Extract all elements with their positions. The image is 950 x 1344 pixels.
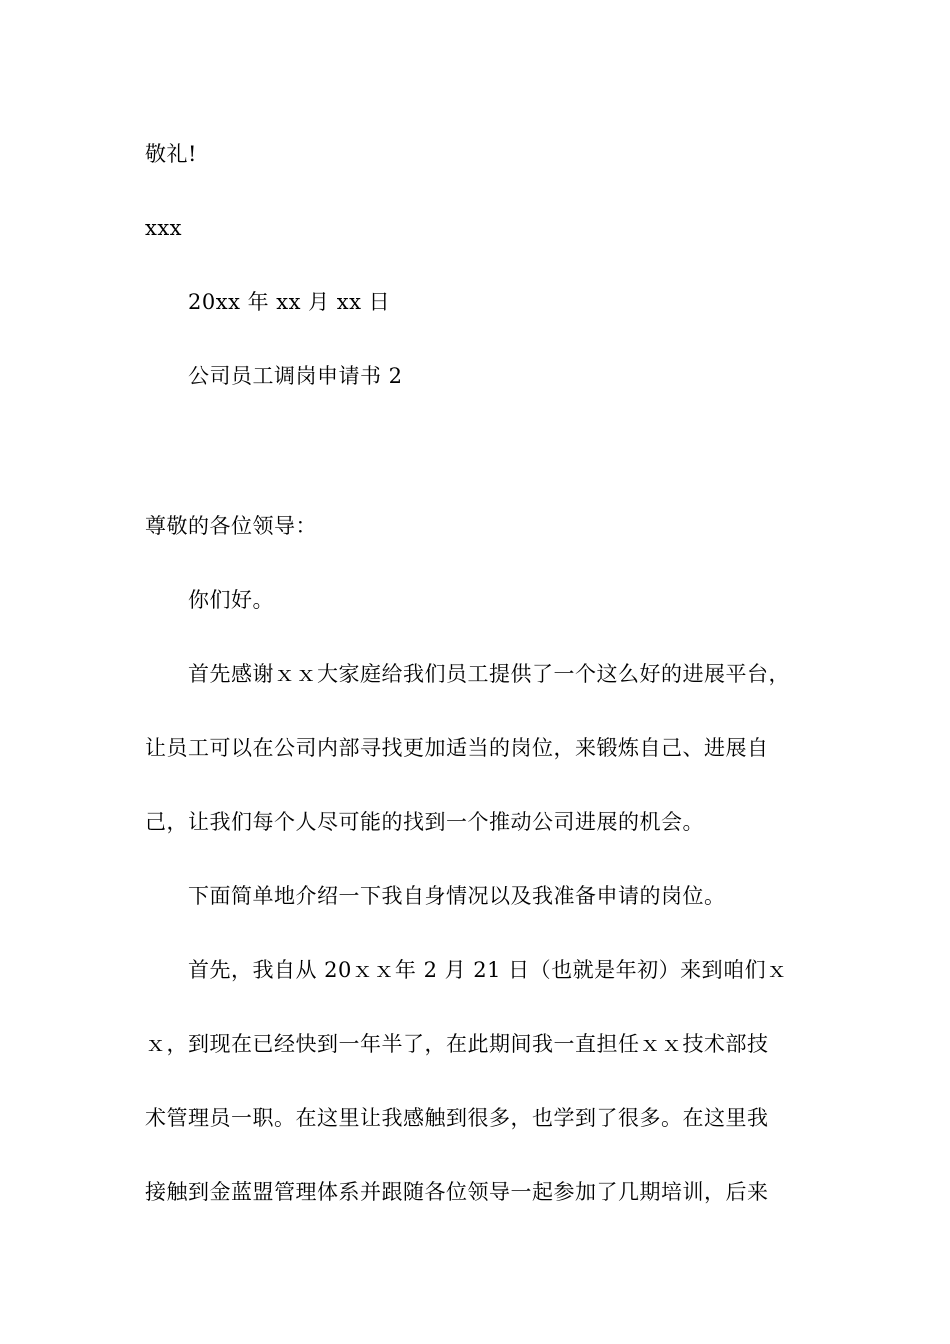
body-line: 下面简单地介绍一下我自身情况以及我准备申请的岗位。 <box>188 884 726 908</box>
body-line: 首先，我自从 20ｘｘ年 2 月 21 日（也就是年初）来到咱们ｘ <box>188 958 788 982</box>
body-line: 接触到金蓝盟管理体系并跟随各位领导一起参加了几期培训，后来 <box>145 1180 769 1204</box>
letter-greeting: 尊敬的各位领导： <box>145 514 317 538</box>
letter-title: 公司员工调岗申请书 2 <box>188 364 403 388</box>
body-line: 首先感谢ｘｘ大家庭给我们员工提供了一个这么好的进展平台， <box>188 662 790 686</box>
closing-salute: 敬礼! <box>145 142 197 166</box>
body-line: 术管理员一职。在这里让我感触到很多，也学到了很多。在这里我 <box>145 1106 769 1130</box>
body-line: 让员工可以在公司内部寻找更加适当的岗位，来锻炼自己、进展自 <box>145 736 769 760</box>
letter-hello: 你们好。 <box>188 588 274 612</box>
body-line: ｘ，到现在已经快到一年半了，在此期间我一直担任ｘｘ技术部技 <box>145 1032 769 1056</box>
signature-name: xxx <box>145 216 183 240</box>
body-line: 己，让我们每个人尽可能的找到一个推动公司进展的机会。 <box>145 810 704 834</box>
signature-date: 20xx 年 xx 月 xx 日 <box>188 290 391 314</box>
